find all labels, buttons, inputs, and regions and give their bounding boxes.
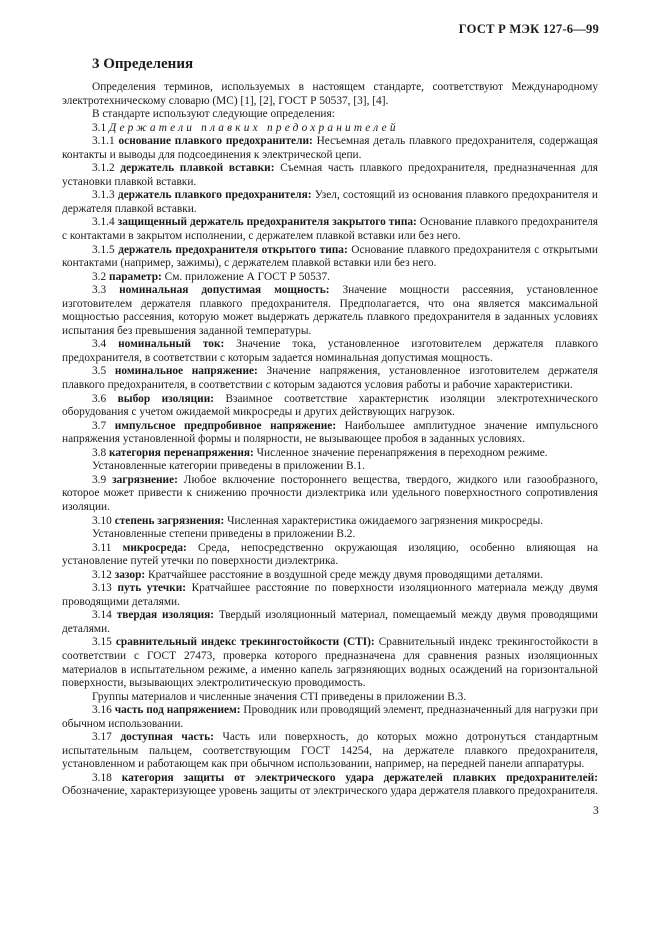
definition-text: Любое включение постороннего вещества, твердого, жидкого или газообразного, которое может привести к снижению прочности диэлектрика или удельного поверхностного сопротивления изоляции. — [62, 473, 598, 513]
clause-number: 3.8 — [92, 446, 107, 459]
definition-text: Несъемная деталь плавкого предохранителя, содержащая контакты и выводы для подсоединения к электрической цепи. — [62, 135, 599, 161]
definition-paragraph — [62, 772, 598, 799]
definition-text: Кратчайшее расстояние в воздушной среде между двумя проводящими деталями. — [148, 568, 543, 581]
clause-number: 3.1.4 — [92, 216, 115, 229]
term: твердая изоляция: — [116, 609, 215, 622]
clause-number: 3.14 — [92, 609, 112, 622]
definition-paragraph — [62, 609, 598, 636]
clause-number: 3.3 — [92, 284, 107, 297]
term: номинальный ток: — [118, 338, 225, 351]
term: путь утечки: — [117, 582, 187, 595]
definition-paragraph — [62, 569, 598, 583]
clause-number: 3.11 — [92, 541, 112, 554]
definition-paragraph — [62, 542, 598, 569]
term: категория защиты от электрического удара держателей плавких предохранителей: — [121, 771, 598, 784]
clause-number: 3.1.3 — [92, 189, 115, 202]
document-body — [62, 81, 598, 799]
clause-number: 3.1 — [92, 121, 107, 134]
term: микросреда: — [122, 541, 187, 554]
note-paragraph: Установленные категории приведены в приложении В.1. — [92, 460, 365, 473]
clause-number: 3.4 — [92, 338, 107, 351]
clause-number: 3.1.1 — [92, 135, 115, 148]
definitions-list — [62, 135, 598, 799]
definition-paragraph — [62, 338, 598, 365]
definition-paragraph — [62, 636, 598, 690]
clause-number: 3.16 — [92, 704, 112, 717]
term: зазор: — [114, 568, 146, 581]
definition-text: Обозначение, характеризующее уровень защиты от электрического удара держателя плавкого предохранителя. — [62, 785, 599, 798]
definition-text: Узел, состоящий из основания плавкого предохранителя и держателя плавкой вставки. — [62, 189, 598, 215]
clause-number: 3.1.2 — [92, 162, 115, 175]
clause-number: 3.5 — [92, 365, 107, 378]
definition-text: Значение напряжения, установленное изготовителем держателя плавкого предохранителя, в соответствии с которым задаются условия работы и рабочие характеристики. — [62, 365, 598, 392]
clause-number: 3.6 — [92, 392, 107, 405]
term: выбор изоляции: — [117, 392, 215, 405]
clause-number: 3.12 — [92, 568, 112, 581]
definition-text: Основание плавкого предохранителя с контактами в закрытом исполнении, с держателем плавкой вставки или без него. — [62, 216, 598, 243]
definition-paragraph — [62, 474, 598, 515]
clause-number: 3.9 — [92, 473, 107, 486]
note-paragraph: Установленные степени приведены в приложении В.2. — [92, 528, 356, 541]
definition-text: Основание плавкого предохранителя с открытыми контактами (например, зажимы), с держателем плавкой вставки или без него. — [62, 243, 598, 270]
definition-paragraph — [62, 582, 598, 609]
definition-text: Наибольшее амплитудное значение импульсного напряжения установленной формы и полярности, не вызывающее пробоя в заданных условиях. — [62, 419, 598, 446]
term: основание плавкого предохранители: — [118, 135, 313, 148]
definition-text: Съемная часть плавкого предохранителя, предназначенная для установки плавкой вставки. — [62, 162, 598, 188]
definition-paragraph — [62, 515, 598, 529]
clause-number: 3.17 — [92, 731, 112, 744]
definition-text: Значение тока, установленное изготовителем держателя плавкого предохранителя, в соответствии с которым задается номинальная допустимая мощность. — [62, 338, 598, 364]
term: держатель предохранителя открытого типа: — [118, 243, 348, 256]
definition-paragraph — [62, 447, 598, 461]
definition-paragraph — [62, 162, 598, 189]
term: номинальное напряжение: — [114, 365, 258, 378]
definition-paragraph — [62, 189, 598, 216]
definition-paragraph — [62, 420, 598, 447]
clause-number: 3.15 — [92, 636, 112, 649]
term: защищенный держатель предохранителя закрытого типа: — [117, 216, 417, 229]
page-number: 3 — [593, 805, 599, 817]
definition-paragraph — [62, 244, 598, 271]
note-paragraph: Группы материалов и численные значения CTI приведены в приложении В.3. — [92, 690, 467, 703]
term: загрязнение: — [112, 473, 178, 486]
clause-number: 3.1.5 — [92, 243, 115, 256]
definition-text: Значение мощности рассеяния, установленное изготовителем держателя плавкого предохранителя. Предполагается, что она является максимальной мощностью рассеяния, которую может выдержать держатель плавкого предохранителя в заданных условиях испытания без превышения заданной температуры. — [62, 284, 599, 337]
clause-number: 3.2 — [92, 270, 107, 283]
definition-text: Твердый изоляционный материал, помещаемый между двумя проводящими деталями. — [62, 609, 598, 635]
definition-paragraph — [62, 365, 598, 392]
intro-paragraph: В стандарте используют следующие определения: — [92, 108, 335, 121]
term: доступная часть: — [120, 731, 214, 744]
definition-paragraph — [62, 135, 598, 162]
term: сравнительный индекс трекингостойкости (CTI): — [115, 636, 375, 649]
term: держатель плавкого предохранителя: — [117, 189, 312, 202]
definition-text: Проводник или проводящий элемент, предназначенный для нагрузки при обычном использовании. — [62, 704, 599, 730]
section-title: 3 Определения — [92, 56, 194, 72]
definition-paragraph — [62, 393, 598, 420]
term: держатель плавкой вставки: — [120, 162, 275, 175]
definition-paragraph — [62, 284, 598, 338]
term: степень загрязнения: — [114, 514, 225, 527]
definition-paragraph — [62, 704, 598, 731]
definition-text: См. приложение А ГОСТ Р 50537. — [164, 270, 330, 283]
term: параметр: — [109, 270, 162, 283]
definition-text: Часть или поверхность, до которых можно дотронуться стандартным испытательным пальцем, соответствующим ГОСТ 14254, на держателе плавкого предохранителя, установленном и работающем как при обычном использовании, например, на передней панели аппаратуры. — [62, 731, 598, 771]
intro-paragraph: Определения терминов, используемых в настоящем стандарте, соответствуют Международному электротехническому словарю (МС) [1], [2], ГОСТ Р 50537, [3], [4]. — [62, 81, 598, 107]
clause-number: 3.18 — [92, 771, 112, 784]
definition-text: Сравнительный индекс трекингостойкости в соответствии с ГОСТ 27473, проверка которого предназначена для сравнения разных изоляционных материалов в испытательном режиме, а именно капель загрязняющих водных осаждений на горизонтальной поверхности, вызывающих электролитическую проводимость. — [62, 636, 598, 690]
clause-number: 3.10 — [92, 514, 112, 527]
definition-text: Среда, непосредственно окружающая изоляцию, особенно влияющая на установление путей утечки по поверхности диэлектрика. — [62, 541, 598, 568]
clause-number: 3.7 — [92, 419, 107, 432]
clause-number: 3.13 — [92, 582, 112, 595]
term: категория перенапряжения: — [109, 446, 254, 459]
definition-paragraph — [62, 216, 598, 243]
definition-text: Взаимное соответствие характеристик изоляции электротехнического оборудования с учетом ожидаемой микросреды и других действующих нагрузок. — [62, 392, 598, 419]
definition-paragraph — [62, 731, 598, 772]
group-heading — [62, 122, 598, 136]
group-heading-text: Держатели плавких предохранителей — [109, 121, 399, 134]
term: часть под напряжением: — [114, 704, 241, 717]
term: номинальная допустимая мощность: — [119, 284, 330, 297]
term: импульсное предпробивное напряжение: — [114, 419, 337, 432]
definition-text: Численное значение перенапряжения в переходном режиме. — [256, 446, 548, 459]
definition-text: Численная характеристика ожидаемого загрязнения микросреды. — [227, 514, 544, 527]
definition-paragraph — [62, 271, 598, 285]
page-header: ГОСТ Р МЭК 127-6—99 — [458, 22, 599, 36]
definition-text: Кратчайшее расстояние по поверхности изоляционного материала между двумя проводящими деталями. — [62, 582, 598, 608]
